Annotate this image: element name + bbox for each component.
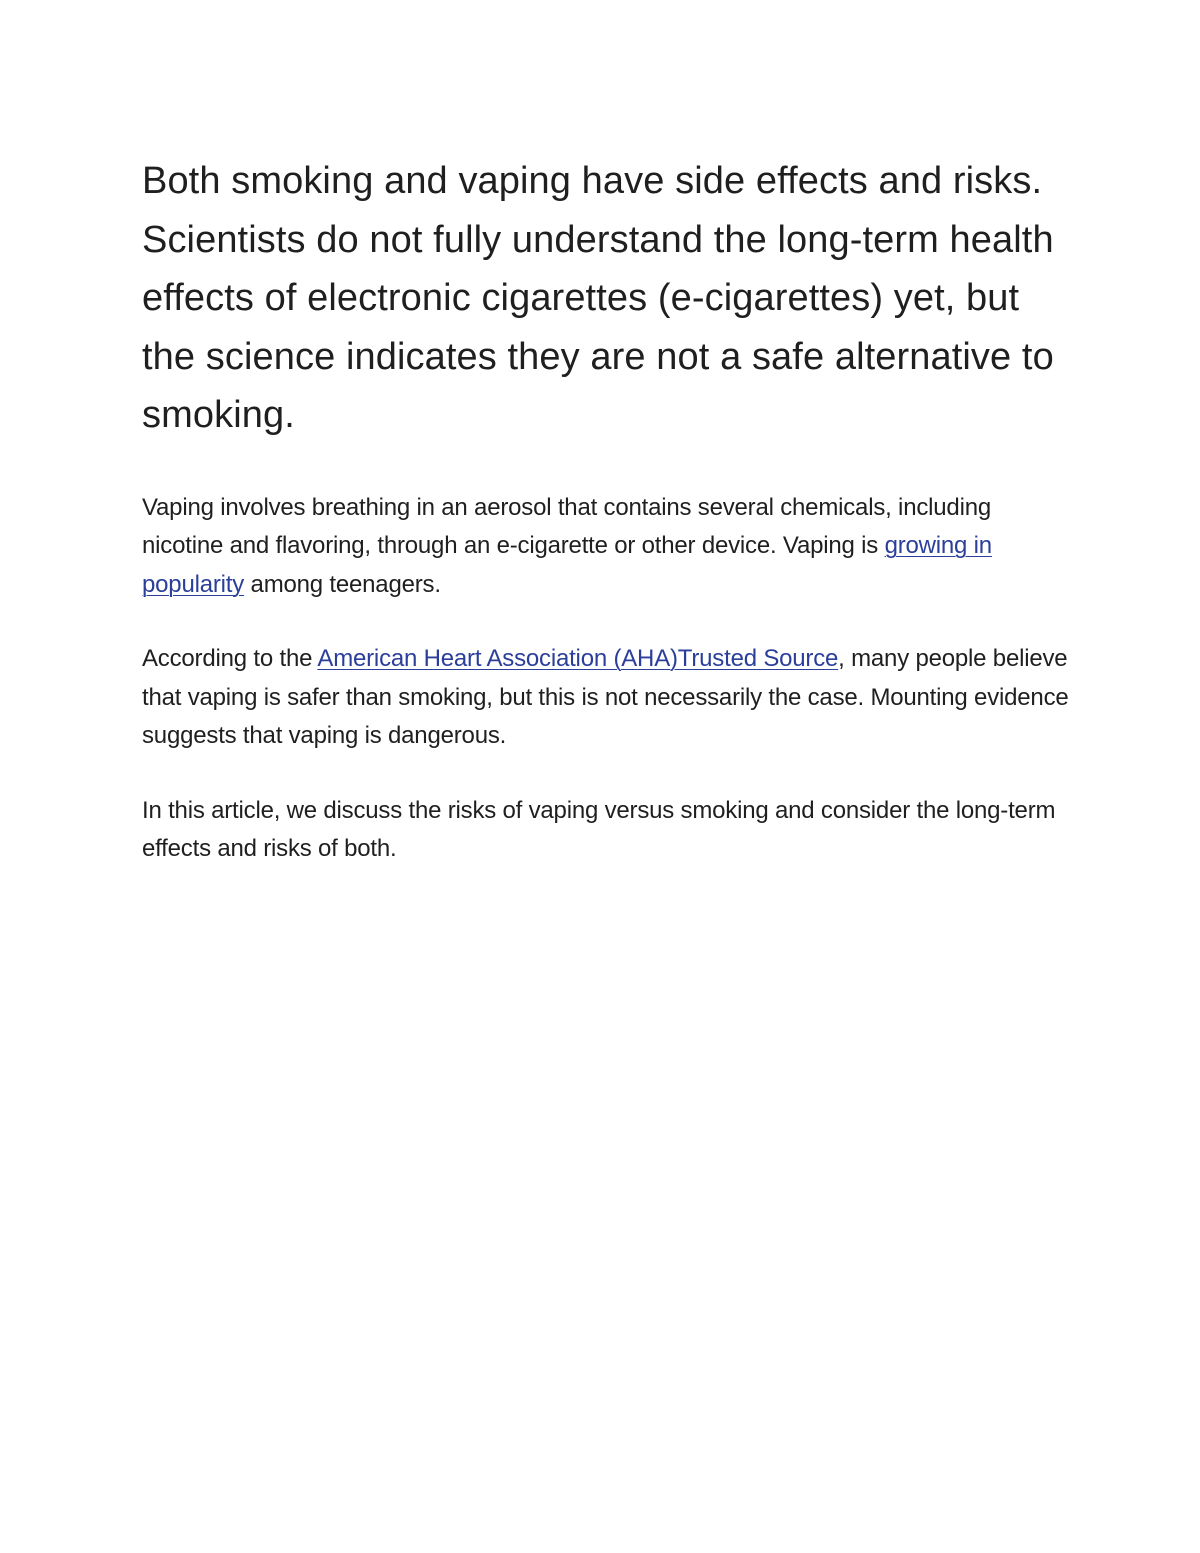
paragraph-text: According to the: [142, 645, 318, 672]
paragraph-article-intro: In this article, we discuss the risks of vaping versus smoking and consider the long-term effects and risks of both.: [142, 796, 1056, 862]
lead-paragraph: Both smoking and vaping have side effects and risks. Scientists do not fully understand the long-term health effects of electronic cigarettes (e-cigarettes) yet, but the science indicates they are not a safe alternative to smoking.: [142, 160, 1054, 436]
paragraph-text: among teenagers.: [244, 570, 441, 598]
paragraph-text: Vaping involves breathing in an aerosol that contains several chemicals, including nicotine and flavoring, through an e-cigarette or other device. Vaping is: [142, 493, 991, 559]
paragraph-aha: [142, 640, 1072, 756]
paragraph-text: , many people believe that vaping is safer than smoking, but this is not necessarily the case. Mounting evidence suggests that vaping is dangerous.: [142, 645, 1069, 749]
paragraph-vaping-definition: [142, 489, 1072, 605]
aha-trusted-source-link[interactable]: American Heart Association (AHA)Trusted Source: [317, 645, 839, 672]
growing-in-popularity-link[interactable]: growing in popularity: [142, 532, 992, 598]
article-body: [142, 152, 1072, 905]
